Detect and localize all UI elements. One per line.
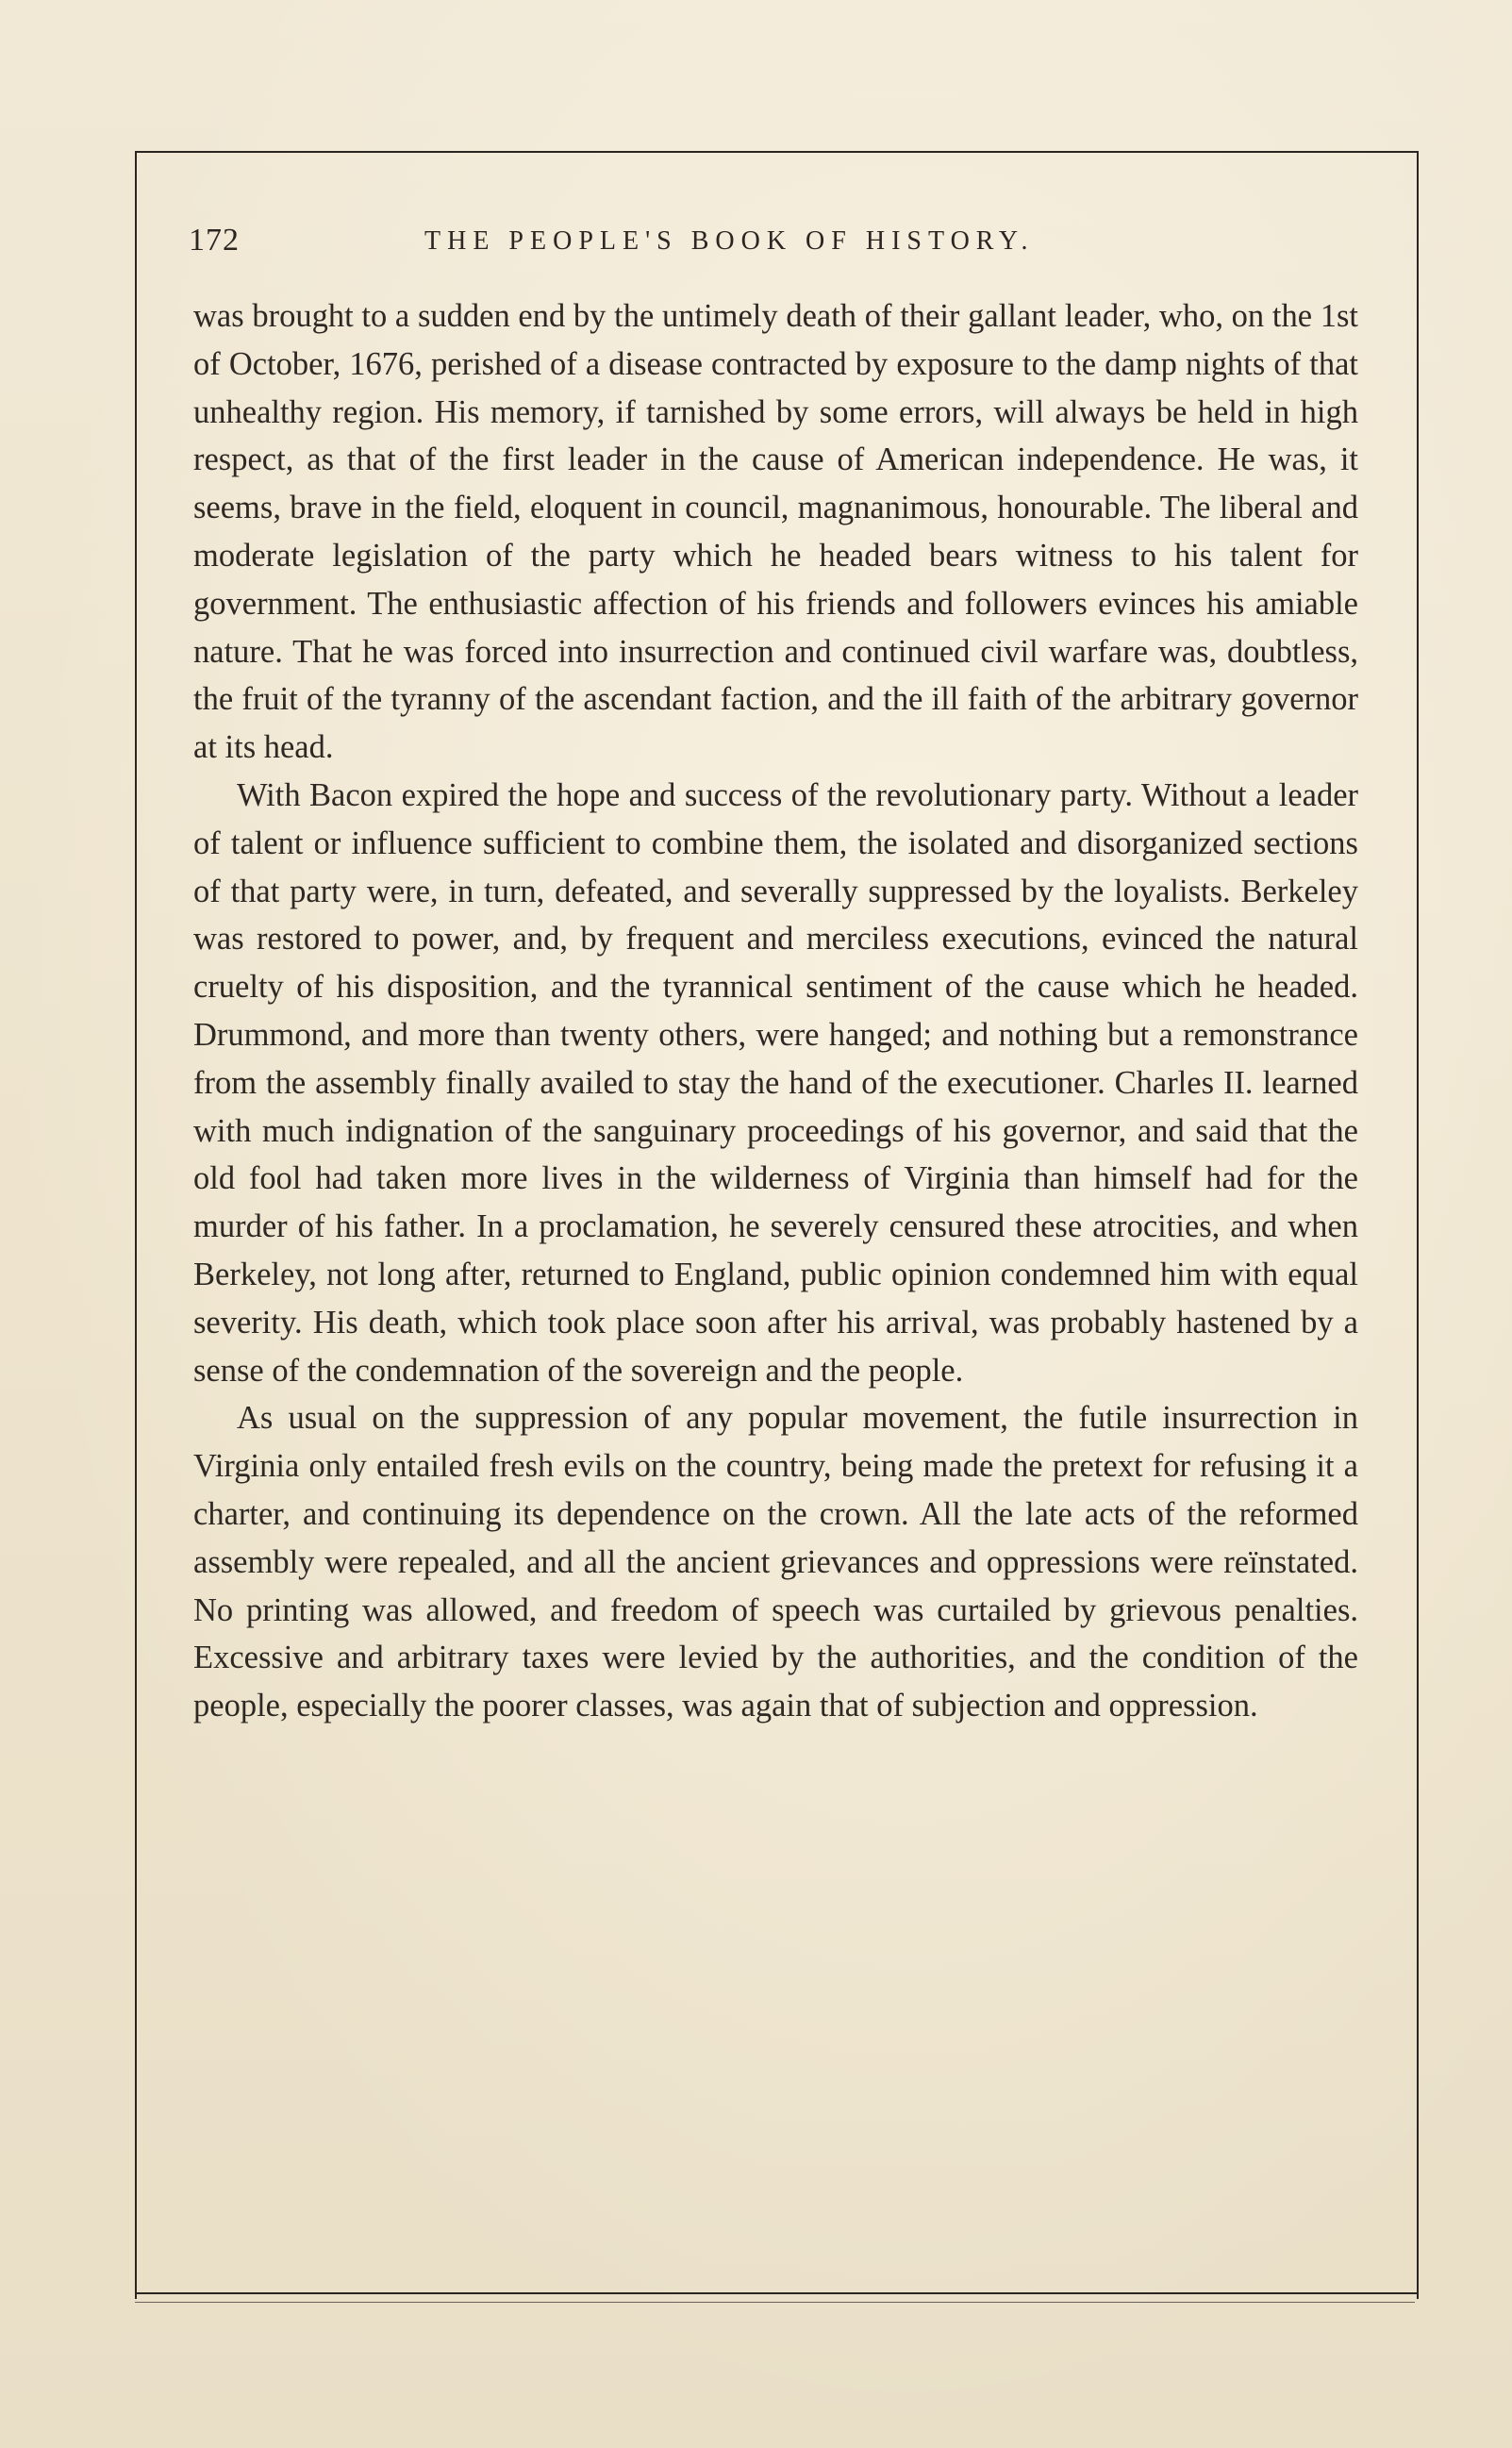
page-number: 172 [189,223,240,258]
body-text [193,292,1358,1730]
running-title: THE PEOPLE'S BOOK OF HISTORY. [424,226,1035,256]
paragraph: As usual on the suppression of any popular movement, the futile insurrection in Virginia only entailed fresh evils on the country, being made the pretext for refusing it a charter, and continuing its dependence on the crown. All the late acts of the reformed assembly were repealed, and all the ancient grievances and oppressions were reïnstated. No printing was allowed, and freedom of speech was curtailed by grievous penalties. Excessive and arbitrary taxes were levied by the authorities, and the condition of the people, especially the poorer classes, was again that of subjection and oppression. [193,1400,1358,1724]
paragraph-continued: was brought to a sudden end by the untimely death of their gallant leader, who, on the 1st of October, 1676, perished of a disease contracted by exposure to the damp nights of that unhealthy region. His memory, if tarnished by some errors, will always be held in high respect, as that of the first leader in the cause of American independence. He was, it seems, brave in the field, eloquent in council, magnanimous, honourable. The liberal and moderate legislation of the party which he headed bears witness to his talent for government. The enthusiastic affection of his friends and followers evinces his amiable nature. That he was forced into insurrection and continued civil warfare was, doubtless, the fruit of the tyranny of the ascendant faction, and the ill faith of the arbitrary governor at its head. [193,298,1358,766]
page-frame-bottom-rule [135,2292,1417,2294]
paragraph: With Bacon expired the hope and success of the revolutionary party. Without a leader of talent or influence sufficient to combine them, the isolated and disorganized sections of that party were, in turn, defeated, and severally suppressed by the loyalists. Berkeley was restored to power, and, by frequent and merciless executions, evinced the natural cruelty of his disposition, and the tyrannical sentiment of the cause which he headed. Drummond, and more than twenty others, were hanged; and nothing but a remonstrance from the assembly finally availed to stay the hand of the executioner. Charles II. learned with much indignation of the sanguinary proceedings of his governor, and said that the old fool had taken more lives in the wilderness of Virginia than himself had for the murder of his father. In a proclamation, he severely censured these atrocities, and when Berkeley, not long after, returned to England, public opinion condemned him with equal severity. His death, which took place soon after his arrival, was probably hastened by a sense of the condemnation of the sovereign and the people. [193,776,1358,1389]
running-head [189,219,1368,266]
page-frame-bottom-outer-rule [135,2302,1415,2303]
